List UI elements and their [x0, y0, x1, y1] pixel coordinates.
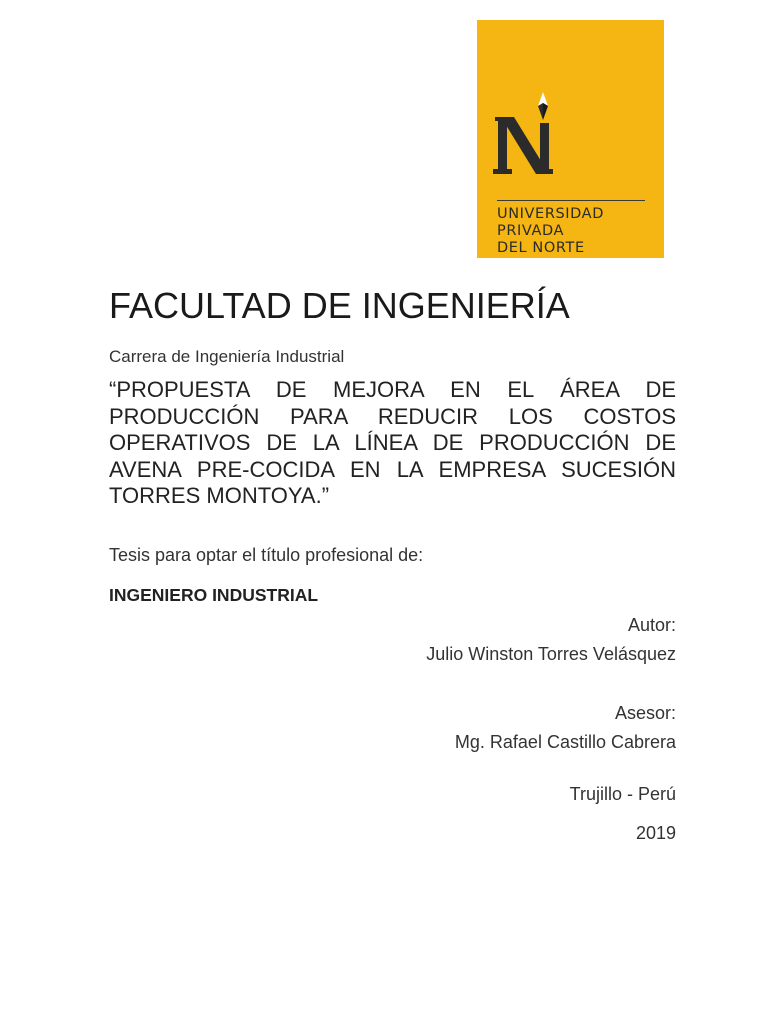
advisor-name: Mg. Rafael Castillo Cabrera [454, 732, 676, 752]
author-label: Autor: [627, 615, 676, 635]
university-logo [477, 20, 664, 258]
year: 2019 [635, 823, 676, 843]
logo-wordmark [497, 192, 604, 257]
logo-line-universidad: UNIVERSIDAD [497, 206, 604, 222]
logo-line-privada: PRIVADA [497, 223, 565, 239]
author-name: Julio Winston Torres Velásquez [426, 644, 676, 664]
logo-line-del-norte: DEL NORTE [497, 240, 585, 256]
degree-intro: Tesis para optar el título profesional de: [109, 545, 424, 565]
advisor-label: Asesor: [614, 703, 676, 723]
degree-title: INGENIERO INDUSTRIAL [109, 585, 319, 605]
place: Trujillo - Perú [569, 784, 676, 804]
thesis-title: “PROPUESTA DE MEJORA EN EL ÁREA DE PRODUCCIÓN PARA REDUCIR LOS COSTOS OPERATIVOS DE LA LÍNEA DE PRODUCCIÓN DE AVENA PRE-COCIDA EN LA EMPRESA SUCESIÓN TORRES MONTOYA.” [109, 377, 676, 508]
faculty-title: FACULTAD DE INGENIERÍA [109, 285, 570, 326]
career-name: Carrera de Ingeniería Industrial [109, 347, 345, 366]
